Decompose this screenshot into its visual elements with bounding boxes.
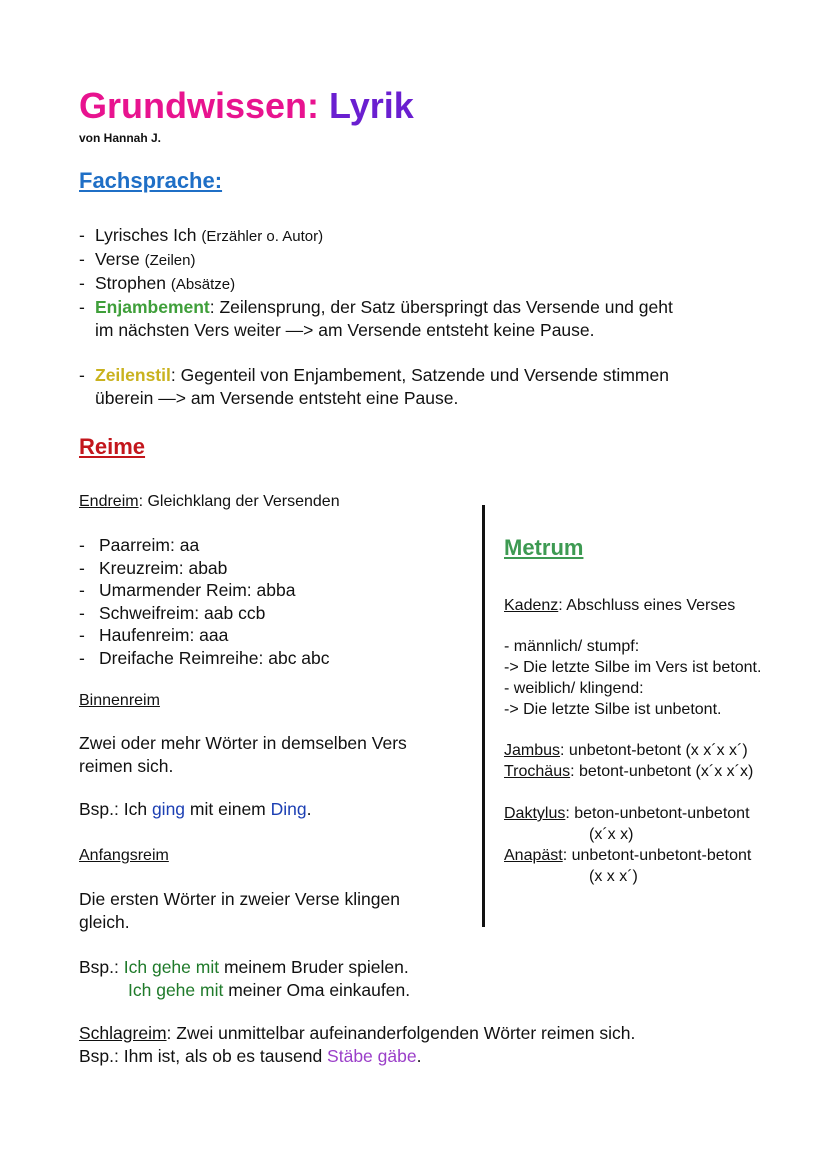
- list-item-zeilenstil: [79, 364, 669, 410]
- trochaeus-label: Trochäus: [504, 763, 571, 780]
- fachsprache-list: [79, 224, 673, 342]
- term-note: (Absätze): [170, 276, 236, 293]
- kadenz-type-line: - männlich/ stumpf:: [504, 638, 640, 655]
- list-item: - Umarmender Reim: abba: [79, 579, 330, 602]
- anfangsreim-line-1: Die ersten Wörter in zweier Verse klingen: [79, 889, 400, 909]
- list-item: [79, 224, 673, 248]
- enjambement-term: Enjambement: [95, 297, 210, 317]
- enjambement-text-1: : Zeilensprung, der Satz überspringt das Versende und geht: [209, 297, 673, 317]
- column-divider: [482, 505, 485, 927]
- zeilenstil-block: [79, 364, 669, 410]
- binnenreim-label: Binnenreim: [79, 692, 160, 709]
- schlagreim-block: [79, 1022, 635, 1068]
- schlagreim-example: [79, 1045, 635, 1068]
- anfangsreim-label: Anfangsreim: [79, 847, 169, 864]
- anfangsreim-line-2: gleich.: [79, 912, 130, 932]
- anapaest-text: : unbetont-unbetont-betont: [562, 847, 752, 864]
- term: Strophen: [95, 273, 167, 293]
- kadenz-type-line: -> Die letzte Silbe im Vers ist betont.: [504, 659, 762, 676]
- anapaest-label: Anapäst: [504, 847, 563, 864]
- author: von Hannah J.: [79, 131, 162, 145]
- kadenz-line: [504, 595, 735, 616]
- daktylus-text: : beton-unbetont-unbetont: [565, 805, 750, 822]
- example-rest: meiner Oma einkaufen.: [223, 980, 411, 1000]
- title-part-1: Grundwissen:: [79, 85, 320, 126]
- page-title: [79, 86, 414, 126]
- rhyme-highlight: Ich gehe mit: [128, 980, 224, 1000]
- list-item: [79, 248, 673, 272]
- term-note: (Erzähler o. Autor): [201, 228, 324, 245]
- binnenreim-definition: [79, 732, 407, 778]
- endreim-line: [79, 491, 340, 513]
- example-prefix: Bsp.:: [79, 957, 124, 977]
- zeilenstil-text-2: überein —> am Versende entsteht eine Pause.: [95, 388, 459, 408]
- endreim-text: : Gleichklang der Versenden: [138, 493, 340, 510]
- term: Verse: [95, 249, 140, 269]
- schlagreim-definition: [79, 1022, 635, 1045]
- list-item: - Haufenreim: aaa: [79, 624, 330, 647]
- list-item-enjambement: [79, 296, 673, 342]
- example-prefix: Bsp.: Ihm ist, als ob es tausend: [79, 1046, 328, 1066]
- rhyme-word: ging: [151, 799, 186, 819]
- zeilenstil-text-1: : Gegenteil von Enjambement, Satzende und Versende stimmen: [170, 365, 669, 385]
- binnenreim-line-2: reimen sich.: [79, 756, 174, 776]
- anfangsreim-definition: [79, 888, 400, 934]
- zeilenstil-term: Zeilenstil: [95, 365, 171, 385]
- list-item: [79, 272, 673, 296]
- jambus-line: [504, 740, 753, 761]
- example-line-2: [79, 979, 410, 1002]
- example-end: .: [416, 1046, 422, 1066]
- list-item: - Kreuzreim: abab: [79, 557, 330, 580]
- example-line-1: [79, 956, 410, 979]
- term-note: (Zeilen): [144, 252, 196, 269]
- trochaeus-line: [504, 761, 753, 782]
- daktylus-label: Daktylus: [504, 805, 566, 822]
- jambus-text: : unbetont-betont (x x´x x´): [560, 742, 748, 759]
- list-item: - Schweifreim: aab ccb: [79, 602, 330, 625]
- example-end: .: [306, 799, 312, 819]
- example-prefix: Bsp.: Ich: [79, 799, 152, 819]
- kadenz-types: [504, 636, 761, 720]
- title-part-2: Lyrik: [329, 85, 414, 126]
- rhyme-highlight: Stäbe gäbe: [327, 1046, 417, 1066]
- example-rest: meinem Bruder spielen.: [219, 957, 409, 977]
- anfangsreim-example: [79, 956, 410, 1002]
- rhyme-highlight: Ich gehe mit: [123, 957, 220, 977]
- kadenz-label: Kadenz: [504, 597, 559, 614]
- kadenz-type-line: - weiblich/ klingend:: [504, 680, 644, 697]
- versfuesse-2: [504, 803, 751, 887]
- list-item: - Paarreim: aa: [79, 534, 330, 557]
- metrum-heading: Metrum: [504, 535, 584, 560]
- daktylus-line: [504, 803, 751, 824]
- anapaest-line: [504, 845, 751, 866]
- endreim-label: Endreim: [79, 493, 139, 510]
- list-item: - Dreifache Reimreihe: abc abc: [79, 647, 330, 670]
- jambus-label: Jambus: [504, 742, 561, 759]
- enjambement-text-2: im nächsten Vers weiter —> am Versende entsteht keine Pause.: [95, 320, 595, 340]
- kadenz-type-line: -> Die letzte Silbe ist unbetont.: [504, 701, 722, 718]
- schlagreim-label: Schlagreim: [79, 1023, 167, 1043]
- anapaest-pattern: (x x x´): [589, 868, 638, 885]
- daktylus-pattern: (x´x x): [589, 826, 634, 843]
- binnenreim-line-1: Zwei oder mehr Wörter in demselben Vers: [79, 733, 407, 753]
- versfuesse-1: [504, 740, 753, 782]
- term: Lyrisches Ich: [95, 225, 197, 245]
- fachsprache-heading: Fachsprache:: [79, 168, 223, 193]
- reime-heading: Reime: [79, 434, 146, 459]
- example-mid: mit einem: [185, 799, 271, 819]
- rhyme-word: Ding: [270, 799, 307, 819]
- kadenz-text: : Abschluss eines Verses: [558, 597, 736, 614]
- trochaeus-text: : betont-unbetont (x´x x´x): [570, 763, 754, 780]
- reim-types-list: [79, 534, 330, 669]
- binnenreim-example: [79, 798, 312, 821]
- schlagreim-text: : Zwei unmittelbar aufeinanderfolgenden Wörter reimen sich.: [166, 1023, 636, 1043]
